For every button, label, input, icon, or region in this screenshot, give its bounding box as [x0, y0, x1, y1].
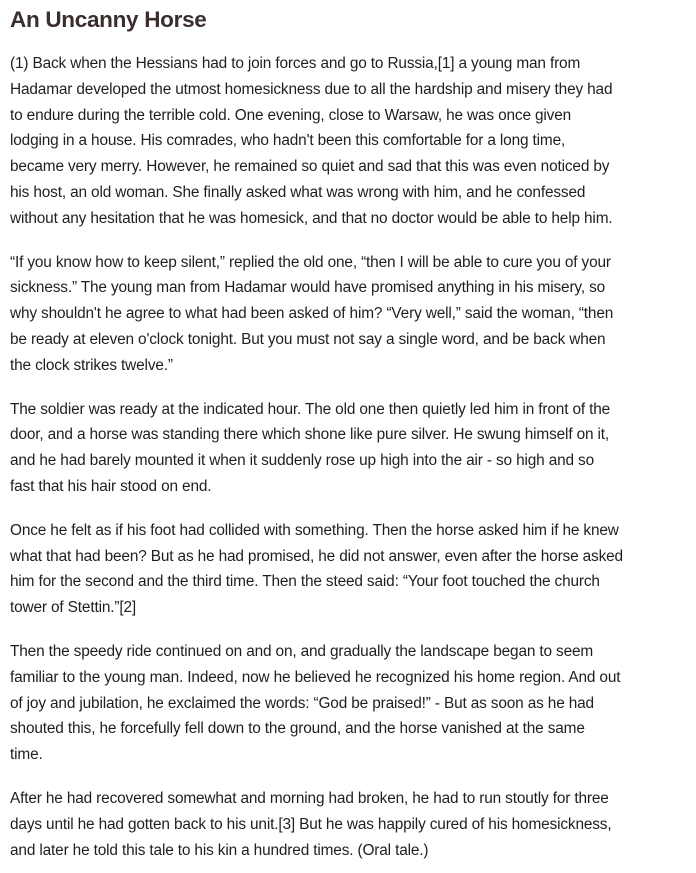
text-line: became very merry. However, he remained so quiet and sad that this was even noticed by [10, 158, 610, 176]
text-line: his host, an old woman. She finally asked what was wrong with him, and he confessed [10, 183, 586, 201]
text-line: (1) Back when the Hessians had to join forces and go to Russia,[1] a young man from [10, 55, 581, 72]
text-line: the clock strikes twelve.” [10, 356, 173, 374]
text-line: days until he had gotten back to his unit.[3] But he was happily cured of his homesickness, [10, 815, 612, 833]
text-line: lodging in a house. His comrades, who hadn't been this comfortable for a long time, [10, 132, 566, 150]
text-line: After he had recovered somewhat and morning had broken, he had to run stoutly for three [10, 789, 609, 807]
text-line: familiar to the young man. Indeed, now he believed he recognized his home region. And out [10, 668, 621, 686]
text-line: shouted this, he forcefully fell down to the ground, and the horse vanished at the same [10, 720, 585, 738]
text-line: what that had been? But as he had promised, he did not answer, even after the horse asked [10, 547, 623, 565]
page-title: An Uncanny Horse [10, 7, 207, 32]
paragraph-4 [10, 518, 686, 621]
text-line: fast that his hair stood on end. [10, 477, 212, 495]
text-line: tower of Stettin.”[2] [10, 599, 137, 617]
text-line: “If you know how to keep silent,” replied the old one, “then I will be able to cure you of your [10, 253, 611, 271]
text-line: sickness.” The young man from Hadamar would have promised anything in his misery, so [10, 279, 606, 297]
text-line: him for the second and the third time. Then the steed said: “Your foot touched the church [10, 573, 600, 591]
paragraph-2 [10, 250, 686, 379]
text-line: and he had barely mounted it when it suddenly rose up high into the air - so high and so [10, 452, 595, 470]
text-line: to endure during the terrible cold. One evening, close to Warsaw, he was once given [10, 106, 572, 124]
text-line: without any hesitation that he was homesick, and that no doctor would be able to help him. [10, 209, 613, 227]
text-line: be ready at eleven o'clock tonight. But you must not say a single word, and be back when [10, 330, 606, 348]
text-line: Once he felt as if his foot had collided with something. Then the horse asked him if he knew [10, 521, 619, 539]
paragraph-6 [10, 786, 686, 863]
text-line: door, and a horse was standing there which shone like pure silver. He swung himself on it, [10, 426, 610, 444]
text-line: of joy and jubilation, he exclaimed the words: “God be praised!” - But as soon as he had [10, 694, 594, 712]
paragraph-1 [10, 51, 686, 232]
paragraph-5 [10, 639, 686, 768]
text-line: Then the speedy ride continued on and on, and gradually the landscape began to seem [10, 642, 594, 660]
paragraph-3 [10, 397, 686, 500]
text-line: why shouldn't he agree to what had been asked of him? “Very well,” said the woman, “then [10, 305, 614, 323]
text-line: The soldier was ready at the indicated hour. The old one then quietly led him in front of the [10, 400, 611, 418]
text-line: and later he told this tale to his kin a hundred times. (Oral tale.) [10, 841, 429, 859]
text-line: Hadamar developed the utmost homesickness due to all the hardship and misery they had [10, 80, 613, 98]
text-line: time. [10, 746, 43, 764]
story-body [10, 51, 686, 863]
